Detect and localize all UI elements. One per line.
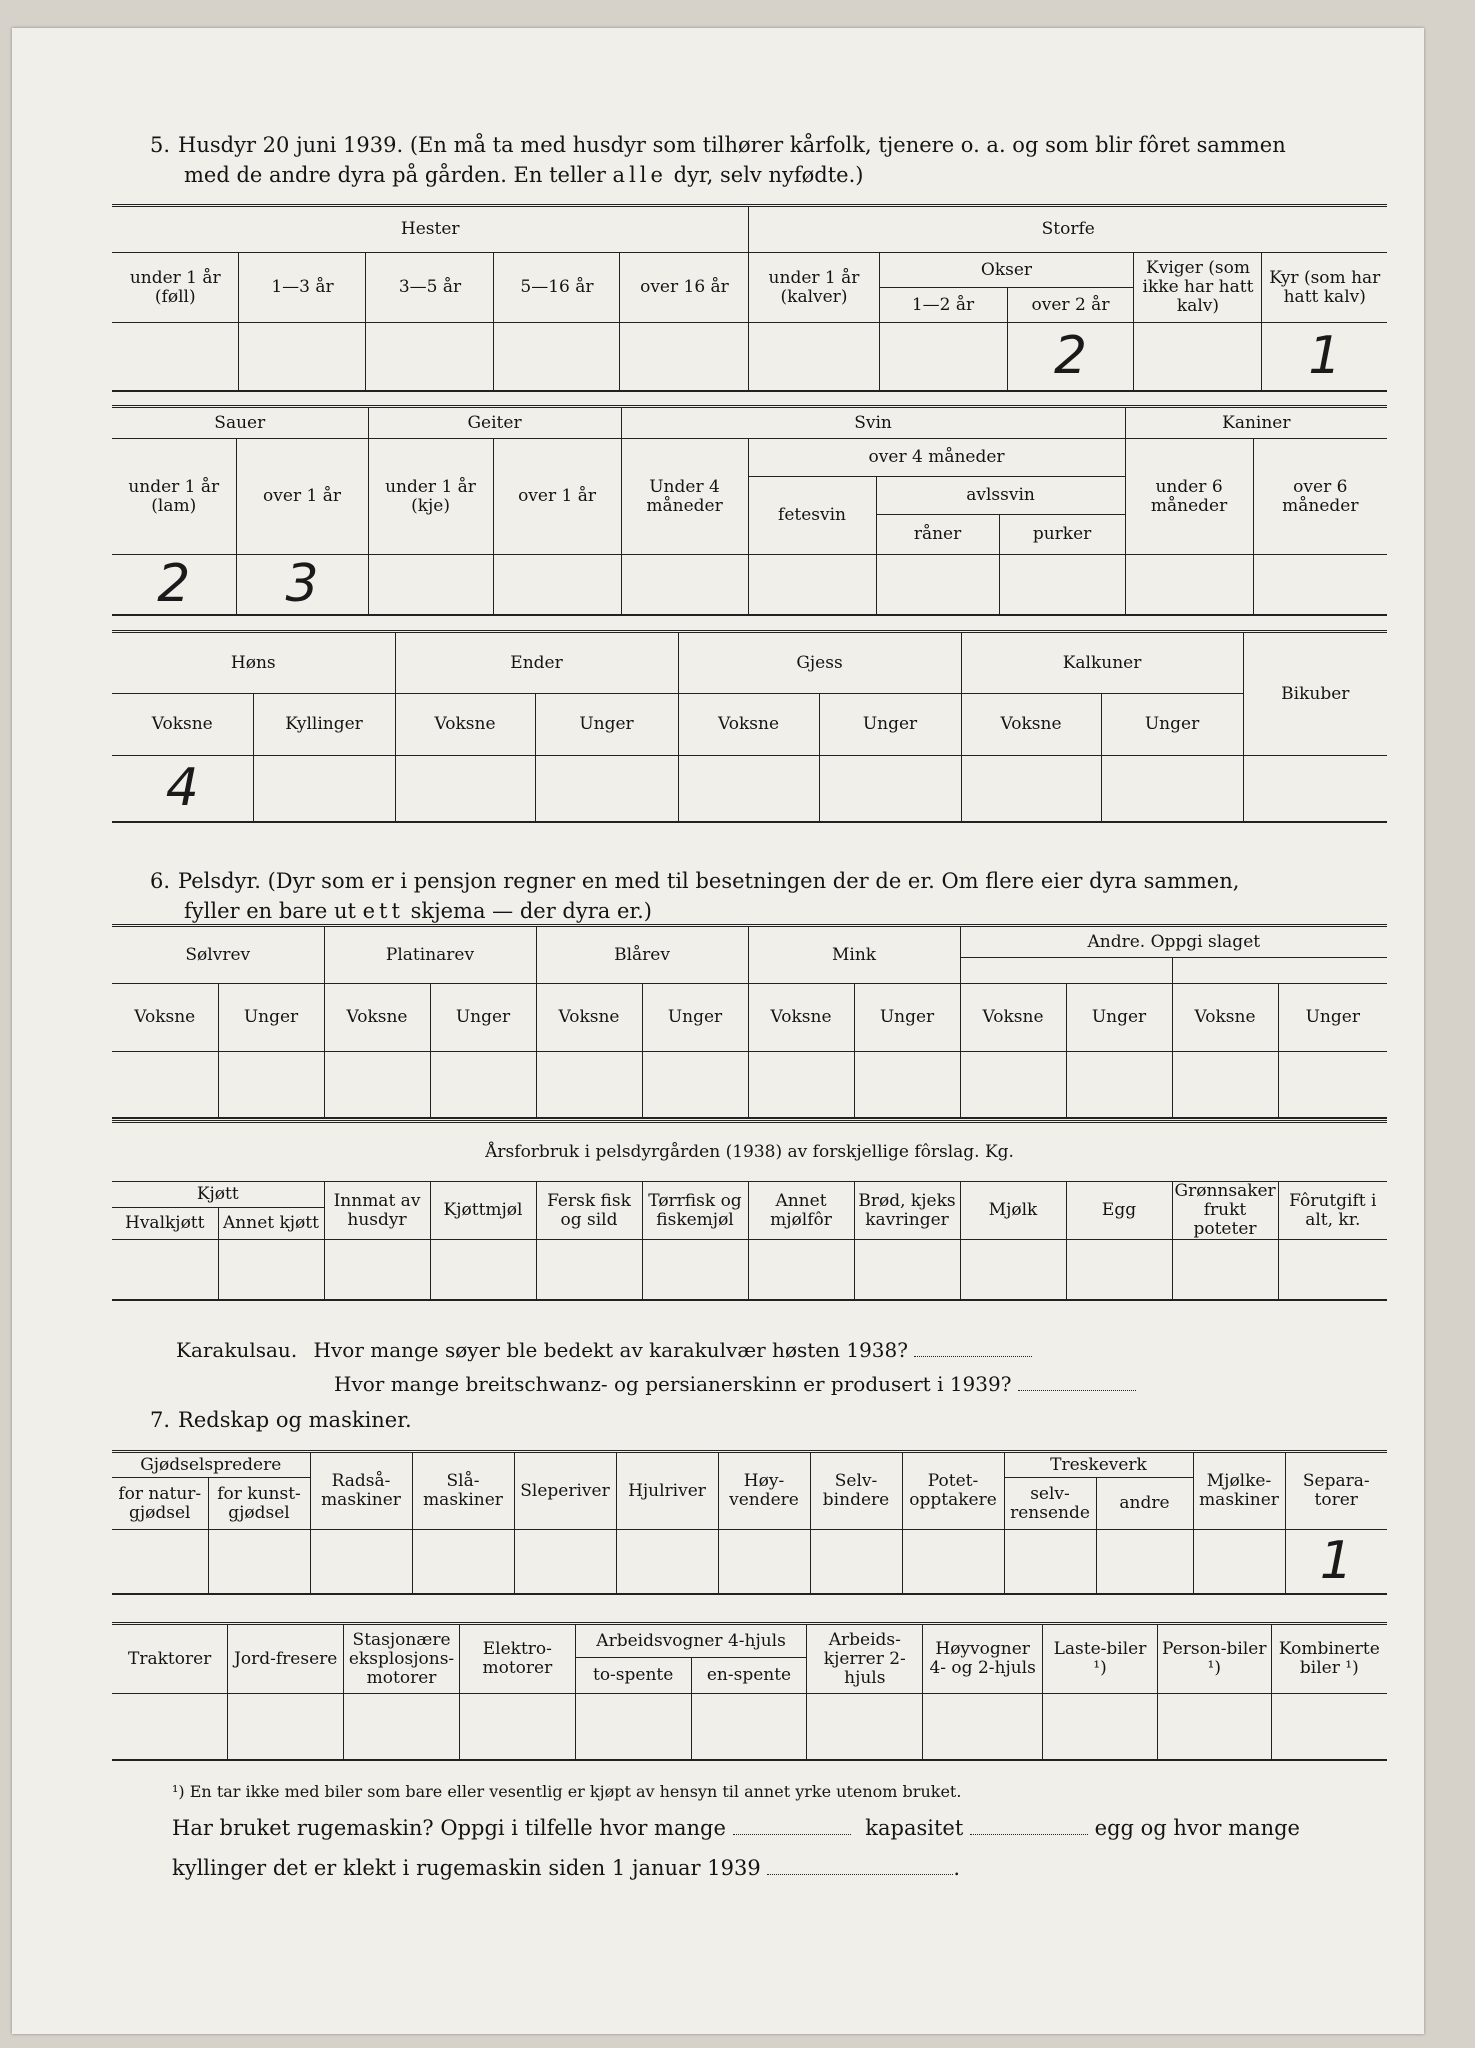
input-pels-9[interactable] [1066,1052,1172,1118]
kjott-col-1: Annet kjøtt [218,1207,324,1239]
hester-header: Hester [112,206,749,253]
input-sau-over1[interactable] [236,555,368,615]
karakul-q2: Hvor mange breitschwanz- og persianerskinn er produsert i 1939? [334,1370,1136,1398]
kanin-col-1: over 6 måneder [1253,439,1387,555]
input-okser-1-2[interactable] [879,323,1007,391]
avls-col-1: purker [999,515,1125,555]
input-lam[interactable] [112,555,236,615]
input-maskin-10[interactable] [1271,1694,1387,1760]
input-redskap-11[interactable] [1193,1530,1285,1594]
input-pels-0[interactable] [112,1052,218,1118]
fetesvin-col: fetesvin [748,477,876,555]
input-pels-10[interactable] [1172,1052,1278,1118]
kalkuner-header: Kalkuner [961,632,1243,694]
pels-col-voksne-0: Voksne [112,984,218,1052]
redskap-col-2: Sleperiver [514,1452,616,1530]
input-forbruk-0[interactable] [112,1240,218,1300]
avlssvin-header: avlssvin [876,477,1125,515]
redskap-col-3: Hjulriver [616,1452,718,1530]
hester-col-3: 5—16 år [494,253,620,323]
input-forbruk-10[interactable] [1172,1240,1278,1300]
input-gjess-unger[interactable] [819,756,961,822]
kalver-col: under 1 år (kalver) [749,253,879,323]
forbruk-col-6: Mjølk [960,1182,1066,1240]
input-redskap-5[interactable] [616,1530,718,1594]
karakul-q1: Karakulsau. Hvor mange søyer ble bedekt av karakulvær høsten 1938? [176,1336,1032,1364]
pels-col-unger-5: Unger [1278,984,1387,1052]
forbruk-col-8: Grønnsaker frukt poteter [1172,1182,1278,1240]
input-maskin-1[interactable] [228,1694,344,1760]
section-7-title: 7. Redskap og maskiner. [150,1408,412,1432]
storfe-header: Storfe [749,206,1387,253]
input-hester-0[interactable] [112,323,239,391]
kjott-col-0: Hvalkjøtt [112,1207,218,1239]
rugemaskin-line-1: Har bruket rugemaskin? Oppgi i tilfelle hvor mange kapasitet egg og hvor mange [172,1816,1300,1840]
sau-col-1: over 1 år [236,439,368,555]
input-pels-11[interactable] [1278,1052,1387,1118]
form-sheet [12,28,1424,2034]
treske-col-1: andre [1096,1478,1193,1530]
kviger-col: Kviger (som ikke har hatt kalv) [1134,253,1262,323]
gjodsel-col-0: for natur-gjødsel [112,1478,208,1530]
sauer-svin-table [112,405,1387,616]
hester-col-2: 3—5 år [366,253,494,323]
maskin-col-2: Stasjonære eksplosjons-motorer [344,1624,460,1694]
input-maskin-5[interactable] [691,1694,807,1760]
avls-col-0: råner [876,515,999,555]
sauer-header: Sauer [112,407,368,439]
svin-header: Svin [621,407,1125,439]
pels-col-voksne-5: Voksne [1172,984,1278,1052]
rugemaskin-antall[interactable] [733,1818,851,1835]
sau-col-0: under 1 år (lam) [112,439,236,555]
pels-col-voksne-1: Voksne [324,984,430,1052]
input-hons-voksne[interactable] [112,756,253,822]
input-pels-8[interactable] [960,1052,1066,1118]
input-pels-4[interactable] [536,1052,642,1118]
input-hester-1[interactable] [239,323,366,391]
input-kanin-under6[interactable] [1125,555,1253,615]
input-forbruk-2[interactable] [324,1240,430,1300]
handwritten-kyr: 1 [1308,326,1342,387]
forbruk-col-1: Kjøttmjøl [430,1182,536,1240]
input-forbruk-8[interactable] [960,1240,1066,1300]
maskin-col-6: Laste-biler ¹) [1043,1624,1158,1694]
hons-col-1: Kyllinger [253,694,395,756]
input-hester-2[interactable] [366,323,494,391]
kaniner-header: Kaniner [1125,407,1387,439]
input-pels-1[interactable] [218,1052,324,1118]
forbruk-col-4: Annet mjølfôr [748,1182,854,1240]
bikuber-col: Bikuber [1243,632,1387,756]
mjolke-col: Mjølke-maskiner [1193,1452,1285,1530]
input-separatorer[interactable] [1285,1530,1387,1594]
arbeidsvogner-header: Arbeidsvogner 4-hjuls [575,1624,807,1658]
input-forbruk-9[interactable] [1066,1240,1172,1300]
input-bikuber[interactable] [1243,756,1387,822]
input-geit-over1[interactable] [493,555,621,615]
rugemaskin-line-2: kyllinger det er klekt i rugemaskin siden 1 januar 1939 . [172,1856,961,1880]
forbruk-col-0: Innmat av husdyr [324,1182,430,1240]
hons-header: Høns [112,632,395,694]
hons-col-0: Voksne [112,694,253,756]
hester-col-4: over 16 år [620,253,749,323]
input-kyr[interactable] [1262,323,1387,391]
pels-col-unger-1: Unger [430,984,536,1052]
forbruk-col-5: Brød, kjeks kavringer [854,1182,960,1240]
svin-under4-col: Under 4 måneder [621,439,748,555]
input-pels-7[interactable] [854,1052,960,1118]
fjorfe-table [112,630,1387,823]
rugemaskin-kapasitet[interactable] [970,1818,1088,1835]
forbruk-col-7: Egg [1066,1182,1172,1240]
maskin-col-4: Arbeids-kjerrer 2-hjuls [807,1624,923,1694]
handwritten-lam: 2 [157,554,191,615]
input-kalver[interactable] [749,323,879,391]
kalkuner-col-0: Voksne [961,694,1101,756]
gjess-header: Gjess [678,632,961,694]
input-redskap-9[interactable] [1004,1530,1096,1594]
section-5-title: 5. Husdyr 20 juni 1939. (En må ta med husdyr som tilhører kårfolk, tjenere o. a. og som blir fôret sammen med de andre dyra på gården. En teller alle dyr, selv nyfødte.) [150,133,1286,187]
pels-col-unger-4: Unger [1066,984,1172,1052]
redskap-table [112,1450,1387,1595]
andre-slag-2[interactable] [1172,958,1387,984]
redskap-col-1: Slå-maskiner [412,1452,514,1530]
treske-col-0: selv-rensende [1004,1478,1096,1530]
gjess-col-0: Voksne [678,694,819,756]
andre-slag-1[interactable] [960,958,1172,984]
redskap-col-0: Radså-maskiner [310,1452,412,1530]
rugemaskin-kyllinger[interactable] [767,1858,953,1875]
input-maskin-2[interactable] [344,1694,460,1760]
maskin-col-0: Traktorer [112,1624,228,1694]
karakul-q2-answer[interactable] [1018,1374,1136,1391]
hester-col-1: 1—3 år [239,253,366,323]
input-fetesvin[interactable] [748,555,876,615]
maskin-col-1: Jord-freserе [228,1624,344,1694]
okser-col-0: 1—2 år [879,288,1007,323]
treskeverk-header: Treskeverk [1004,1452,1193,1478]
input-okser-over-2[interactable] [1007,323,1134,391]
pels-col-unger-3: Unger [854,984,960,1052]
forbruk-col-9: Fôrutgift i alt, kr. [1278,1182,1387,1240]
input-forbruk-1[interactable] [218,1240,324,1300]
vogn-col-0: to-spente [575,1658,691,1694]
geit-col-1: over 1 år [493,439,621,555]
pels-col-unger-0: Unger [218,984,324,1052]
input-redskap-4[interactable] [514,1530,616,1594]
input-maskin-3[interactable] [459,1694,575,1760]
vogn-col-1: en-spente [691,1658,807,1694]
maskin-col-5: Høyvogner 4- og 2-hjuls [923,1624,1043,1694]
input-pels-3[interactable] [430,1052,536,1118]
input-redskap-6[interactable] [718,1530,810,1594]
input-maskin-9[interactable] [1157,1694,1271,1760]
forbruk-col-3: Tørrfisk og fiskemjøl [642,1182,748,1240]
gjodsel-col-1: for kunst-gjødsel [208,1478,310,1530]
input-maskin-0[interactable] [112,1694,228,1760]
handwritten-hons-voksne: 4 [165,758,199,819]
input-ender-voksne[interactable] [395,756,535,822]
mink-header: Mink [748,926,960,984]
section-6-title: 6. Pelsdyr. (Dyr som er i pensjon regner en med til besetningen der de er. Om flere eier dyra sammen, fyller en bare ut ett skjema — der dyra er.) [150,869,1240,923]
redskap-col-6: Potet-opptakere [902,1452,1004,1530]
separator-col: Separa-torer [1285,1452,1387,1530]
blarev-header: Blårev [536,926,748,984]
input-redskap-2[interactable] [310,1530,412,1594]
input-hester-3[interactable] [494,323,620,391]
footnote: ¹) En tar ikke med biler som bare eller vesentlig er kjøpt av hensyn til annet yrke utenom bruket. [172,1782,962,1801]
ender-col-1: Unger [535,694,678,756]
input-redskap-7[interactable] [810,1530,902,1594]
pels-col-voksne-3: Voksne [748,984,854,1052]
hester-storfe-table [112,204,1387,392]
input-maskin-6[interactable] [807,1694,923,1760]
hester-col-0: under 1 år (føll) [112,253,239,323]
input-hester-4[interactable] [620,323,749,391]
input-forbruk-3[interactable] [430,1240,536,1300]
pels-col-unger-2: Unger [642,984,748,1052]
forbruk-title: Årsforbruk i pelsdyrgården (1938) av forskjellige fôrslag. Kg. [112,1122,1387,1182]
platinarev-header: Platinarev [324,926,536,984]
maskiner-table [112,1622,1387,1761]
input-maskin-7[interactable] [923,1694,1043,1760]
input-kalkuner-unger[interactable] [1101,756,1243,822]
kyr-col: Kyr (som har hatt kalv) [1262,253,1387,323]
pelsdyr-table [112,924,1387,1119]
input-redskap-0[interactable] [112,1530,208,1594]
geiter-header: Geiter [368,407,621,439]
karakul-q1-answer[interactable] [914,1340,1032,1357]
input-pels-6[interactable] [748,1052,854,1118]
input-forbruk-7[interactable] [854,1240,960,1300]
input-svin-under4[interactable] [621,555,748,615]
input-forbruk-4[interactable] [536,1240,642,1300]
input-redskap-10[interactable] [1096,1530,1193,1594]
forbruk-col-2: Fersk fisk og sild [536,1182,642,1240]
input-raner[interactable] [876,555,999,615]
input-kyllinger[interactable] [253,756,395,822]
maskin-col-7: Person-biler ¹) [1157,1624,1271,1694]
gjess-col-1: Unger [819,694,961,756]
input-pels-5[interactable] [642,1052,748,1118]
gjodsel-header: Gjødselspredere [112,1452,310,1478]
pels-col-voksne-2: Voksne [536,984,642,1052]
input-redskap-3[interactable] [412,1530,514,1594]
input-forbruk-11[interactable] [1278,1240,1387,1300]
handwritten-separatorer: 1 [1319,1531,1353,1592]
redskap-col-5: Selv-bindere [810,1452,902,1530]
input-forbruk-5[interactable] [642,1240,748,1300]
input-redskap-1[interactable] [208,1530,310,1594]
solvrev-header: Sølvrev [112,926,324,984]
input-forbruk-6[interactable] [748,1240,854,1300]
maskin-col-3: Elektro-motorer [459,1624,575,1694]
input-purker[interactable] [999,555,1125,615]
okser-col-1: over 2 år [1007,288,1134,323]
input-kviger[interactable] [1134,323,1262,391]
input-gjess-voksne[interactable] [678,756,819,822]
pels-col-voksne-4: Voksne [960,984,1066,1052]
input-kanin-over6[interactable] [1253,555,1387,615]
input-redskap-8[interactable] [902,1530,1004,1594]
kjott-header: Kjøtt [112,1182,324,1208]
forbruk-table [112,1120,1387,1301]
input-maskin-4[interactable] [575,1694,691,1760]
handwritten-okser-over2: 2 [1053,326,1088,387]
input-kje[interactable] [368,555,493,615]
redskap-col-4: Høy-vendere [718,1452,810,1530]
input-ender-unger[interactable] [535,756,678,822]
input-maskin-8[interactable] [1043,1694,1158,1760]
okser-header: Okser [879,253,1134,288]
geit-col-0: under 1 år (kje) [368,439,493,555]
ender-header: Ender [395,632,678,694]
andre-header: Andre. Oppgi slaget [960,926,1387,958]
handwritten-sau-over1: 3 [285,554,319,615]
input-pels-2[interactable] [324,1052,430,1118]
ender-col-0: Voksne [395,694,535,756]
kalkuner-col-1: Unger [1101,694,1243,756]
kanin-col-0: under 6 måneder [1125,439,1253,555]
svin-over4-header: over 4 måneder [748,439,1125,477]
maskin-col-8: Kombinerte biler ¹) [1271,1624,1387,1694]
input-kalkuner-voksne[interactable] [961,756,1101,822]
